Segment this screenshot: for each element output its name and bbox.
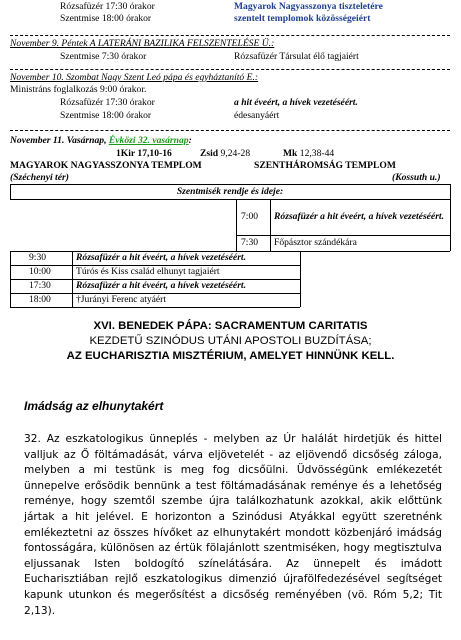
day-header-nov11 <box>10 135 192 147</box>
table-intention: Rózsafüzér a hit éveért, a hívek vezetéséért. <box>76 252 246 263</box>
table-time: 17:30 <box>29 280 51 291</box>
reading-3 <box>283 148 334 160</box>
table-time: 10:00 <box>29 266 51 277</box>
intention-line: Magyarok Nagyasszonya tiszteletére <box>234 1 383 12</box>
document-title-line3: AZ EUCHARISZTIA MISZTÉRIUM, AMELYET HINNÜNK KELL. <box>66 350 395 362</box>
intention-line: a hit éveért, a hívek vezetéséért. <box>234 97 358 108</box>
rosary-time-line: Rózsafüzér 17:30 órakor <box>60 97 155 108</box>
ministrant-line: Ministráns foglalkozás 9:00 órakor. <box>10 84 147 95</box>
reading-2 <box>200 148 250 160</box>
reading-3-book: Mk <box>283 148 298 159</box>
day-header-date: November 11. Vasárnap, <box>10 135 107 146</box>
table-border <box>236 199 237 251</box>
intention-line: Rózsafüzér Társulat élő tagjaiért <box>234 51 359 62</box>
rosary-time-line: Rózsafüzér 17:30 órakor <box>60 1 155 12</box>
table-border <box>10 184 11 199</box>
table-time: 7:00 <box>241 211 259 222</box>
reading-3-ref: 12,38-44 <box>299 148 335 159</box>
mass-time-line: Szentmise 18:00 órakor <box>60 13 152 24</box>
prayer-paragraph: 32. Az eszkatologikus ünneplés - melyben az Úr halálát hirdetjük és hittel valljuk az Ő föltámadását, várva eljövetelét - az eljövendő dicsőség záloga, melyben a mi testünk is meg fog dicsőülni. Üdvösségünk emlékezetét ünnepelve erősödik bennünk a test föltámadásának reménye és a lehetőség reménye, hogy szemtől szembe újra találkozhatunk azokkal, akik előttünk jártak a hit jelével. E horizonton a Szinódusi Atyákkal együtt szeretnénk emlékeztetni az összes hívőket az elhunytakért mondott közbenjáró imádság fontosságára, különösen az értük fölajánlott szentmiséken, hogy megtisztulva eljussanak Isten boldogító színelátására. Az ünnepelt és imádott Eucharisztiában rejlő eszkatologikus dimenzió újrafölfedezésével segítséget kapunk utunkon és megerősítést a dicsőség reményében (vö. Róm 5,2; Tit 2,13). <box>24 433 442 617</box>
reading-2-book: Zsid <box>200 148 219 159</box>
table-border <box>270 199 271 251</box>
table-time: 7:30 <box>241 237 259 248</box>
day-header-nov9: November 9. Péntek A LATERÁNI BAZILIKA FELSZENTELÉSE Ü.: <box>10 38 275 49</box>
church-left: MAGYAROK NAGYASSZONYA TEMPLOM <box>10 160 202 171</box>
table-border <box>236 235 450 236</box>
divider <box>10 69 450 70</box>
church-right: SZENTHÁROMSÁG TEMPLOM <box>254 160 396 171</box>
table-border <box>10 199 450 200</box>
table-intention: Rózsafüzér a hit éveért, a hívek vezetéséért. <box>76 280 246 291</box>
table-time: 18:00 <box>29 294 51 305</box>
place-right: (Kossuth u.) <box>392 172 441 183</box>
divider <box>10 35 450 36</box>
table-intention: Főpásztor szándékára <box>274 237 357 248</box>
table-border <box>450 184 451 251</box>
divider <box>10 130 450 131</box>
day-header-colon: : <box>188 135 192 146</box>
table-intention: †Jurányi Ferenc atyáért <box>76 294 167 305</box>
table-intention: Rózsafüzér a hit éveért, a hívek vezetéséért. <box>274 211 444 222</box>
table-border <box>300 251 301 307</box>
intention-line: édesanyáért <box>234 110 280 121</box>
table-intention: Túrós és Kiss család elhunyt tagjaiért <box>76 266 220 277</box>
intention-line: szentelt templomok közösségeiért <box>234 13 371 24</box>
day-header-feast: Évközi 32. vasárnap <box>108 135 189 146</box>
reading-2-ref: 9,24-28 <box>220 148 251 159</box>
document-title-line1: XVI. BENEDEK PÁPA: SACRAMENTUM CARITATIS <box>93 320 368 332</box>
reading-1: 1Kir 17,10-16 <box>116 148 172 159</box>
table-border <box>10 307 300 308</box>
prayer-heading: Imádság az elhunytakért <box>24 399 164 413</box>
table-title: Szentmisék rendje és ideje: <box>176 186 284 197</box>
day-header-nov10: November 10. Szombat Nagy Szent Leó pápa és egyháztanító E.: <box>10 72 259 83</box>
mass-time-line: Szentmise 7:30 órakor <box>60 51 147 62</box>
document-title-line2: KEZDETŰ SZINÓDUS UTÁNI APOSTOLI BUZDÍTÁSA; <box>89 335 372 347</box>
place-left: (Széchenyi tér) <box>10 172 69 183</box>
table-time: 9:30 <box>29 252 47 263</box>
table-border <box>10 184 450 185</box>
mass-time-line: Szentmise 18:00 órakor <box>60 110 152 121</box>
